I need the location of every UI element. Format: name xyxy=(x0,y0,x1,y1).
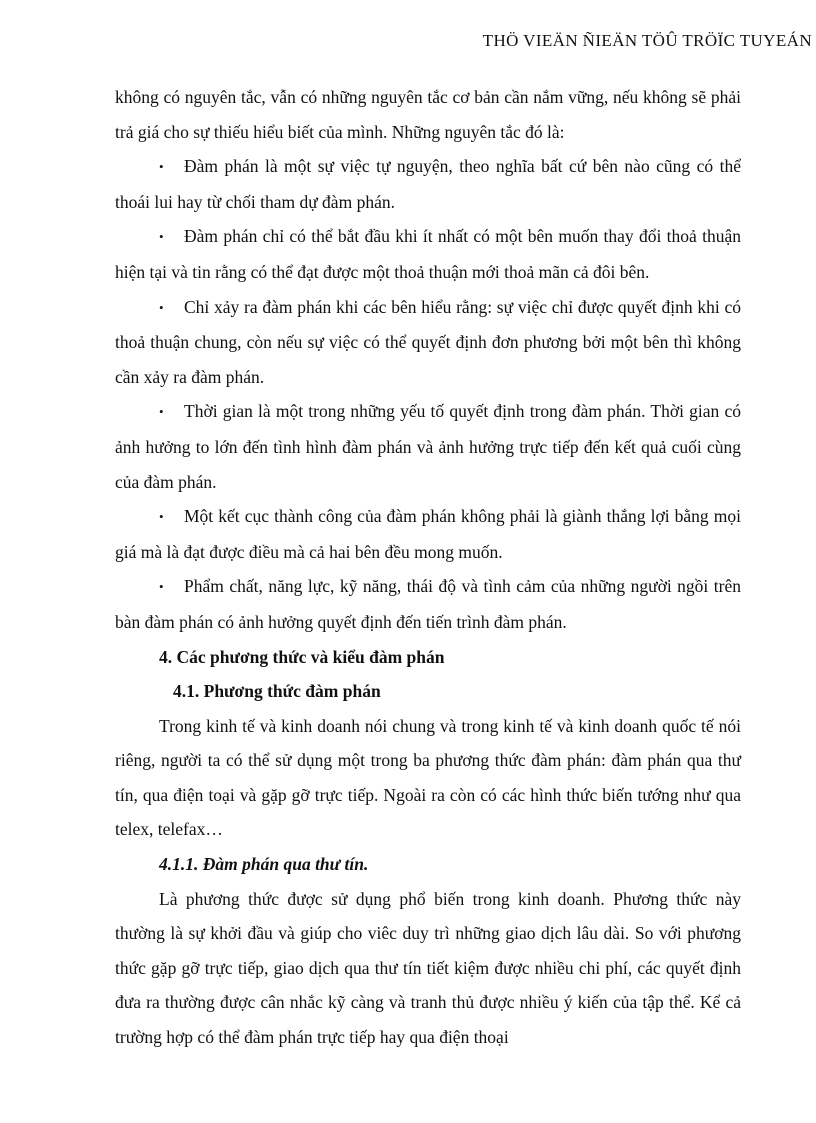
bullet-text: Phẩm chất, năng lực, kỹ năng, thái độ và tình cảm của những người ngồi trên bàn đàm phán có ảnh hưởng quyết định đến tiến trình đàm phán. xyxy=(115,576,741,632)
bullet-item xyxy=(115,290,741,395)
bullet-dot-icon: • xyxy=(159,159,164,175)
bullet-item xyxy=(115,219,741,289)
page-header-title: THÖ VIEÄN ÑIEÄN TÖÛ TRÖÏC TUYEÁN xyxy=(482,31,812,50)
intro-paragraph: không có nguyên tắc, vẫn có những nguyên tắc cơ bản cần nắm vững, nếu không sẽ phải trả giá cho sự thiếu hiểu biết của mình. Những nguyên tắc đó là: xyxy=(115,87,741,142)
bullet-dot-icon: • xyxy=(159,509,164,525)
bullet-item xyxy=(115,149,741,219)
subsubsection-heading: 4.1.1. Đàm phán qua thư tín. xyxy=(159,854,369,875)
bullet-item xyxy=(115,499,741,569)
bullet-text: Đàm phán là một sự việc tự nguyện, theo nghĩa bất cứ bên nào cũng có thể thoái lui hay từ chối tham dự đàm phán. xyxy=(115,156,741,212)
bullet-dot-icon: • xyxy=(159,299,164,315)
subsubsection-paragraph: Là phương thức được sử dụng phổ biến trong kinh doanh. Phương thức này thường là sự khởi đầu và giúp cho viêc duy trì những giao dịch lâu dài. So với phương thức gặp gỡ trực tiếp, giao dịch qua thư tín tiết kiệm được nhiều chi phí, các quyết định đưa ra thường được cân nhắc kỹ càng và tranh thủ được nhiều ý kiến của tập thể. Kể cả trường hợp có thể đàm phán trực tiếp hay qua điện thoại xyxy=(115,888,741,1048)
bullet-dot-icon: • xyxy=(159,579,164,595)
bullet-text: Chỉ xảy ra đàm phán khi các bên hiểu rằng: sự việc chỉ được quyết định khi có thoả thuận chung, còn nếu sự việc có thể quyết định đơn phương bởi một bên thì không cần xảy ra đàm phán. xyxy=(115,296,741,387)
bullet-text: Thời gian là một trong những yếu tố quyết định trong đàm phán. Thời gian có ảnh hưởng to lớn đến tình hình đàm phán và ảnh hưởng trực tiếp đến kết quả cuối cùng của đàm phán. xyxy=(115,401,741,492)
bullet-item xyxy=(115,394,741,499)
subsection-heading: 4.1. Phương thức đàm phán xyxy=(173,681,381,702)
document-body xyxy=(115,80,741,1055)
bullet-dot-icon: • xyxy=(159,404,164,420)
subsection-paragraph: Trong kinh tế và kinh doanh nói chung và trong kinh tế và kinh doanh quốc tế nói riêng, người ta có thể sử dụng một trong ba phương thức đàm phán: đàm phán qua thư tín, qua điện toại và gặp gỡ trực tiếp. Ngoài ra còn có các hình thức biến tướng như qua telex, telefax… xyxy=(115,715,741,840)
section-heading: 4. Các phương thức và kiểu đàm phán xyxy=(159,646,445,667)
bullet-dot-icon: • xyxy=(159,229,164,245)
bullet-text: Một kết cục thành công của đàm phán không phải là giành thắng lợi bằng mọi giá mà là đạt được điều mà cả hai bên đều mong muốn. xyxy=(115,506,741,562)
bullet-text: Đàm phán chỉ có thể bắt đầu khi ít nhất có một bên muốn thay đổi thoả thuận hiện tại và tin rằng có thể đạt được một thoả thuận mới thoả mãn cả đôi bên. xyxy=(115,226,741,282)
bullet-item xyxy=(115,569,741,639)
